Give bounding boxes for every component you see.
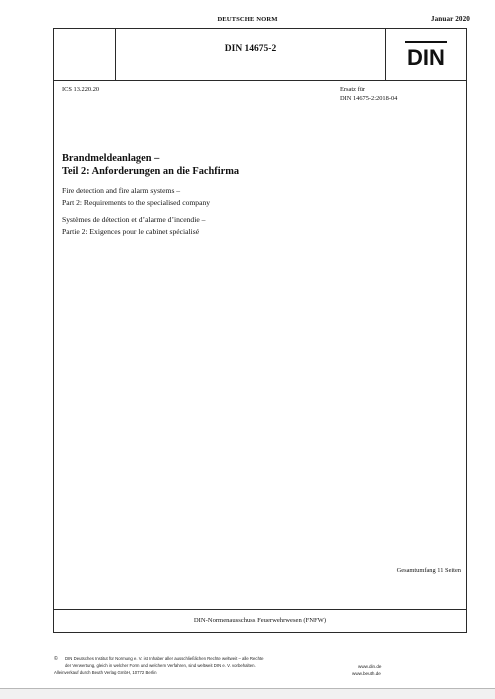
- title-english-line-2: Part 2: Requirements to the specialised company: [62, 198, 211, 207]
- publication-date: Januar 2020: [430, 15, 470, 23]
- document-number: DIN 14675-2: [224, 44, 277, 54]
- din-logo-icon: [405, 41, 447, 67]
- din-logo-text: DIN: [407, 45, 445, 67]
- website-link-beuth[interactable]: www.beuth.de: [352, 671, 381, 676]
- viewer-bottom-edge: [0, 688, 495, 699]
- copyright-line-3: Alleinverkauf durch Beuth Verlag GmbH, 10772 Berlin: [54, 670, 157, 675]
- copyright-line-2: der Verwertung, gleich in welcher Form und welchem Verfahren, sind weltweit DIN e. V. vorbehalten.: [65, 663, 256, 668]
- title-french-line-1: Systèmes de détection et d’alarme d’incendie –: [62, 215, 206, 224]
- header-cell-left-divider: [115, 28, 116, 80]
- title-german-line-1: Brandmeldeanlagen –: [62, 153, 160, 164]
- replaces-label: Ersatz für: [340, 86, 366, 93]
- header-divider: [53, 80, 467, 81]
- website-link-din[interactable]: www.din.de: [358, 664, 382, 669]
- copyright-symbol: ©: [54, 656, 58, 662]
- total-page-count: Gesamtumfang 11 Seiten: [396, 567, 461, 574]
- title-french-line-2: Partie 2: Exigences pour le cabinet spécialisé: [62, 227, 200, 236]
- title-german-line-2: Teil 2: Anforderungen an die Fachfirma: [62, 166, 240, 177]
- document-frame: [53, 28, 467, 633]
- footer-divider: [53, 609, 467, 610]
- replaces-value: DIN 14675-2:2018-04: [340, 95, 398, 102]
- header-cell-right-divider: [385, 28, 386, 80]
- ics-code: ICS 13.220.20: [62, 86, 100, 93]
- publication-type-label: DEUTSCHE NORM: [217, 16, 278, 23]
- standards-committee: DIN-Normenausschuss Feuerwehrwesen (FNFW): [193, 617, 327, 624]
- copyright-line-1: DIN Deutsches Institut für Normung e. V. ist Inhaber aller ausschließlichen Rechte weltweit – alle Rechte: [65, 656, 264, 661]
- title-english-line-1: Fire detection and fire alarm systems –: [62, 186, 181, 195]
